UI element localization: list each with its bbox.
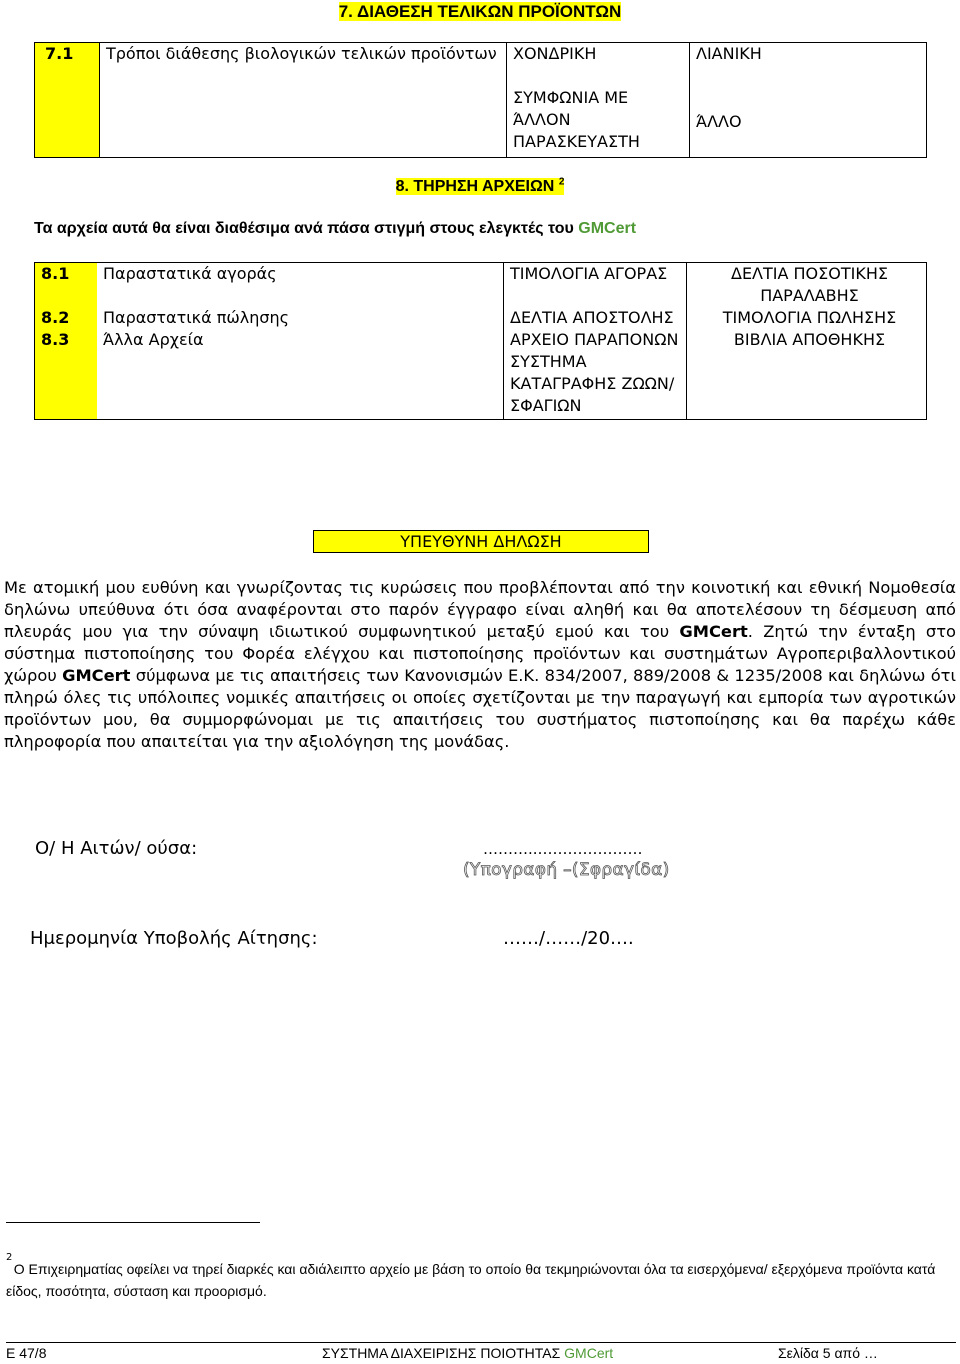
option-other: ΆΛΛΟ [696,111,742,131]
section-8-table [34,262,927,420]
declaration-title: ΥΠΕΥΘΥΝΗ ΔΗΛΩΣΗ [313,530,649,553]
footer-page-number: Σελίδα 5 από … [778,1345,878,1361]
row-number: 8.1 [35,263,98,308]
row-record-type-b: ΣΥΣΤΗΜΑ ΚΑΤΑΓΡΑΦΗΣ ΖΩΩΝ/ΣΦΑΓΙΩΝ [504,351,687,420]
brand-name: GMCert [679,622,748,641]
brand-name: GMCert [564,1345,614,1361]
section-8-title: 8. ΤΗΡΗΣΗ ΑΡΧΕΙΩΝ $^2$ [395,177,565,196]
row-number: 7.1 [35,43,100,158]
table-row [35,307,927,329]
row-number: 8.2 [35,307,98,329]
row-description: Παραστατικά πώλησης [97,307,504,329]
table-row [35,43,927,87]
row-description: Άλλα Αρχεία [97,329,504,420]
row-number: 8.3 [35,329,98,420]
row-record-type-2: ΒΙΒΛΙΑ ΑΠΟΘΗΚΗΣ [733,330,886,349]
option-retail: ΛΙΑΝΙΚΗ [696,44,762,63]
row-record-type-2: ΤΙΜΟΛΟΓΙΑ ΠΩΛΗΣΗΣ [722,308,897,327]
applicant-label: Ο/ Η Αιτών/ ούσα: [35,838,198,859]
submission-date-field[interactable]: ……/……/20…. [503,928,634,949]
footer-divider [6,1342,956,1343]
footer-doc-code: Ε 47/8 [6,1345,47,1361]
declaration-text: Με ατομική μου ευθύνη και γνωρίζοντας τις κυρώσεις που προβλέπονται από την κοινοτική και εθνική Νομοθεσία δηλώνω υπεύθυνα ότι όσα αναφέρονται στο παρόν έγγραφο είναι αληθή και θα αποτελέσουν τη δέσμευση από πλευράς μου για την σύναψη ιδιωτικού συμφωνητικού μεταξύ εμού και του GMCert. Ζητώ την ένταξη στο σύστημα πιστοποίησης του Φορέα ελέγχου και πιστοποίησης προϊόντων και συστημάτων Αγροπεριβαλλοντικού χώρου GMCert σύμφωνα με τις απαιτήσεις των Κανονισμών Ε.Κ. 834/2007, 889/2008 & 1235/2008 και δηλώνω ότι πληρώ όλες τις υπόλοιπες νομικές απαιτήσεις οι οποίες σχετίζονται με την παραγωγή και εμπορία των αγροτικών προϊόντων μου, θα συμμορφώνομαι με τις απαιτήσεις του συστήματος πιστοποίησης και θα παρέχω κάθε πληροφορία που απαιτείται για την αξιολόγηση της μονάδας. [4,578,957,751]
footnote-text: Ο Επιχειρηματίας οφείλει να τηρεί διαρκές και αδιάλειπτο αρχείο με βάση το οποίο θα τεκμηριώνονται όλα τα εισερχόμενα/ εξερχόμενα προϊόντα κατά είδος, ποσότητα, σύσταση και προορισμό. [6,1261,936,1299]
signature-stamp-caption: (Υπογραφή –(Σφραγίδα) [463,860,670,880]
signature-field[interactable]: ………..………………… [483,840,643,858]
brand-name: GMCert [578,220,637,237]
footnote-divider [6,1222,260,1223]
footnote-mark: 2 [6,1252,13,1263]
footer-system-name: ΣΥΣΤΗΜΑ ΔΙΑΧΕΙΡΙΣΗΣ ΠΟΙΟΤΗΤΑΣ GMCert [322,1345,614,1361]
row-record-type: ΤΙΜΟΛΟΓΙΑ ΑΓΟΡΑΣ [504,263,687,308]
section-8-subtitle: Τα αρχεία αυτά θα είναι διαθέσιμα ανά πάσα στιγμή στους ελεγκτές του GMCert [34,220,637,237]
option-wholesale: ΧΟΝΔΡΙΚΗ [507,43,690,87]
row-record-type: ΑΡΧΕΙΟ ΠΑΡΑΠΟΝΩΝ [504,329,687,351]
submission-date-label: Ημερομηνία Υποβολής Αίτησης: [30,928,318,949]
section-7-title: 7. ΔΙΑΘΕΣΗ ΤΕΛΙΚΩΝ ΠΡΟΪΟΝΤΩΝ [338,2,622,21]
option-other-processor: ΣΥΜΦΩΝΙΑ ΜΕ ΆΛΛΟΝ ΠΑΡΑΣΚΕΥΑΣΤΗ [507,87,690,158]
footnote-ref: 2 [558,177,565,188]
row-record-type-2: ΔΕΛΤΙΑ ΠΟΣΟΤΙΚΗΣ ΠΑΡΑΛΑΒΗΣ [731,264,888,305]
section-7-table [34,42,927,158]
brand-name: GMCert [62,666,131,685]
table-row [35,263,927,308]
table-row [35,329,927,351]
row-record-type: ΔΕΛΤΙΑ ΑΠΟΣΤΟΛΗΣ [504,307,687,329]
row-description: Τρόποι διάθεσης βιολογικών τελικών προϊόντων [100,43,507,158]
row-description: Παραστατικά αγοράς [97,263,504,308]
